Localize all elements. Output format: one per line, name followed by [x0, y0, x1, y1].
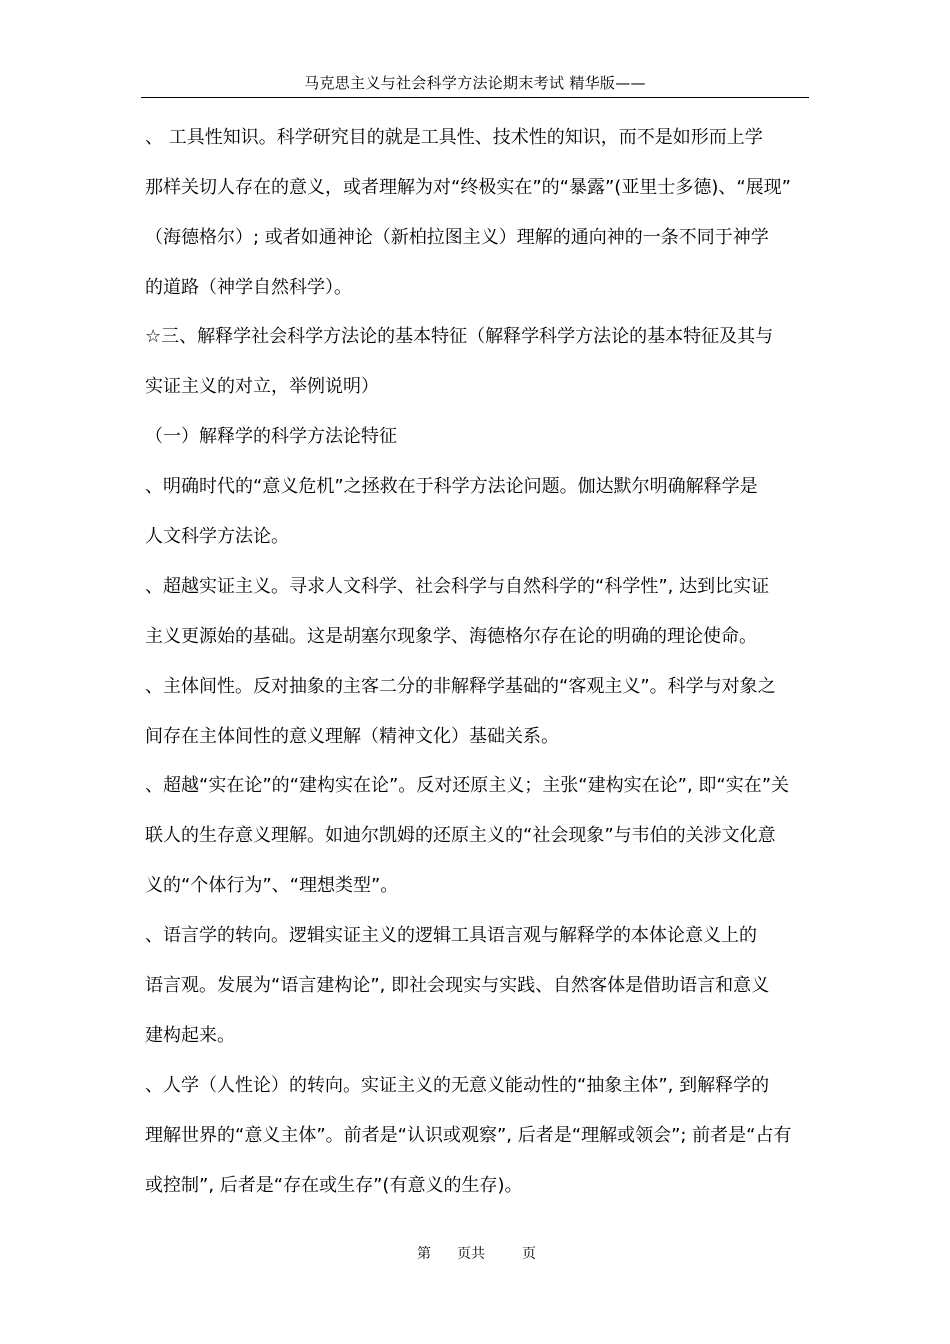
header-rule [141, 97, 809, 98]
text-line: 、人学（人性论）的转向。实证主义的无意义能动性的“抽象主体”, 到解释学的 [145, 1075, 770, 1096]
text-line: 建构起来。 [145, 1025, 235, 1046]
text-line: 、明确时代的“意义危机”之拯救在于科学方法论问题。伽达默尔明确解释学是 [145, 476, 758, 497]
text-line: 联人的生存意义理解。如迪尔凯姆的还原主义的“社会现象”与韦伯的关涉文化意 [145, 825, 776, 846]
document-header-title: 马克思主义与社会科学方法论期末考试 精华版—— [304, 74, 646, 92]
text-line: 或控制”, 后者是“存在或生存”(有意义的生存)。 [145, 1175, 523, 1196]
text-line: 理解世界的“意义主体”。前者是“认识或观察”, 后者是“理解或领会”; 前者是“占有 [145, 1125, 792, 1146]
text-line: 主义更源始的基础。这是胡塞尔现象学、海德格尔存在论的明确的理论使命。 [145, 626, 757, 647]
text-line: （海德格尔）; 或者如通神论（新柏拉图主义）理解的通向神的一条不同于神学 [145, 227, 769, 248]
page-footer [0, 1244, 950, 1264]
text-line: 、 工具性知识。科学研究目的就是工具性、技术性的知识，而不是如形而上学 [145, 127, 763, 148]
footer-page-of-label: 页共 [457, 1246, 485, 1262]
text-line: 那样关切人存在的意义，或者理解为对“终极实在”的“暴露”(亚里士多德)、“展现” [145, 177, 791, 198]
text-line: 义的“个体行为”、“理想类型”。 [145, 875, 399, 896]
text-line: 的道路（神学自然科学）。 [145, 277, 352, 298]
footer-pages-label: 页 [522, 1246, 536, 1262]
text-line: 间存在主体间性的意义理解（精神文化）基础关系。 [145, 726, 559, 747]
subsection-heading: （一）解释学的科学方法论特征 [145, 426, 397, 447]
text-line: 、超越“实在论”的“建构实在论”。反对还原主义；主张“建构实在论”, 即“实在”关 [145, 775, 790, 796]
text-line: 、主体间性。反对抽象的主客二分的非解释学基础的“客观主义”。科学与对象之 [145, 676, 776, 697]
section-heading: 实证主义的对立，举例说明） [145, 376, 379, 397]
text-line: 、超越实证主义。寻求人文科学、社会科学与自然科学的“科学性”, 达到比实证 [145, 576, 770, 597]
text-line: 、语言学的转向。逻辑实证主义的逻辑工具语言观与解释学的本体论意义上的 [145, 925, 757, 946]
text-line: 人文科学方法论。 [145, 526, 289, 547]
footer-page-label: 第 [417, 1246, 431, 1262]
text-line: 语言观。发展为“语言建构论”, 即社会现实与实践、自然客体是借助语言和意义 [145, 975, 770, 996]
section-heading: ☆三、解释学社会科学方法论的基本特征（解释学科学方法论的基本特征及其与 [145, 326, 774, 347]
